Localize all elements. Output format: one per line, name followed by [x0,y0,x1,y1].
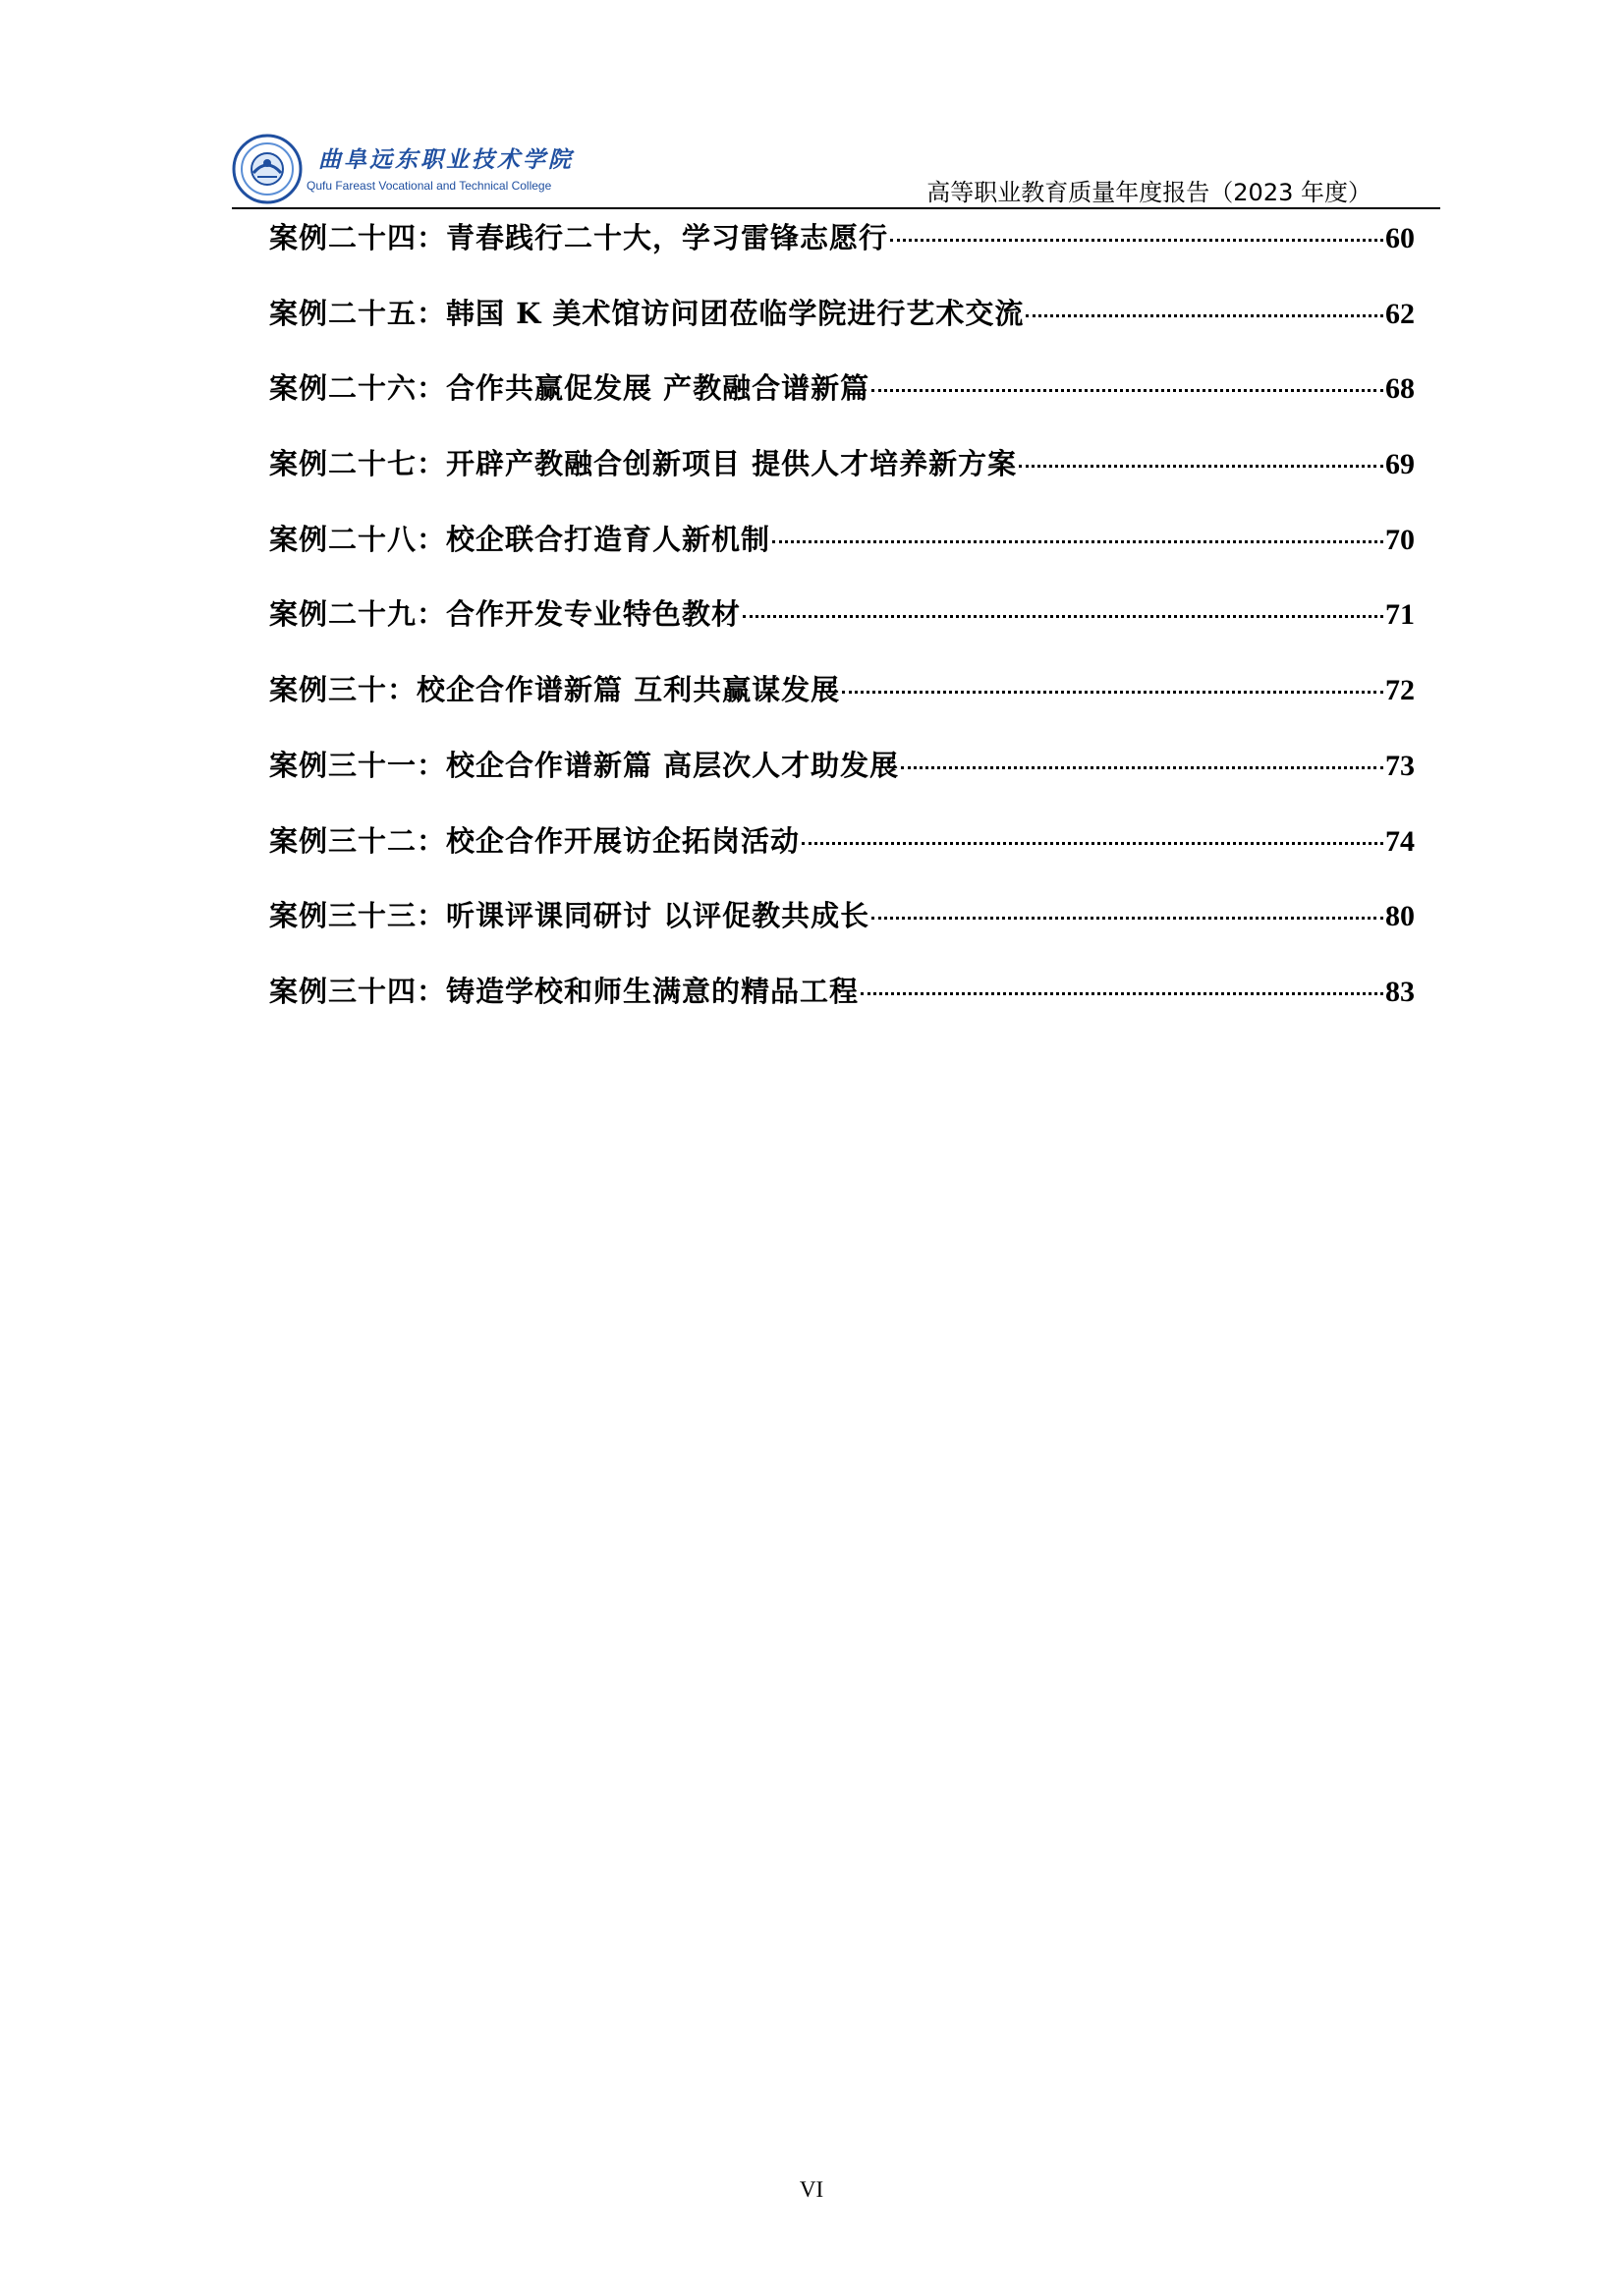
toc-dot-leader [871,389,1383,392]
toc-entry-title: 案例三十：校企合作谱新篇 互利共赢谋发展 [269,673,841,707]
header-divider [232,207,1440,209]
toc-dot-leader [901,766,1383,769]
toc-dot-leader [772,540,1383,543]
toc-entry[interactable] [269,436,1415,512]
toc-entry[interactable] [269,964,1415,1039]
toc-dot-leader [1026,314,1383,317]
toc-entry[interactable] [269,512,1415,588]
page-number: VI [799,2177,824,2202]
toc-entry-title: 案例二十八：校企联合打造育人新机制 [269,522,771,556]
toc-dot-leader [802,842,1383,845]
toc-dot-leader [861,992,1383,995]
toc-entry[interactable] [269,738,1415,813]
toc-entry[interactable] [269,888,1415,964]
toc-entry[interactable] [269,361,1415,436]
toc-entry-page: 71 [1385,598,1415,632]
toc-entry-page: 74 [1385,824,1415,858]
toc-entry-title: 案例二十七：开辟产教融合创新项目 提供人才培养新方案 [269,447,1018,481]
toc-entry-page: 80 [1385,900,1415,933]
toc-entry-title: 案例三十二：校企合作开展访企拓岗活动 [269,823,801,858]
toc-dot-leader [890,239,1383,242]
page-header [232,128,1440,208]
toc-entry-page: 62 [1385,297,1415,330]
toc-entry-title: 案例二十五：韩国 K 美术馆访问团莅临学院进行艺术交流 [269,296,1025,330]
toc-entry[interactable] [269,813,1415,889]
toc-entry-title: 案例三十三：听课评课同研讨 以评促教共成长 [269,899,870,933]
toc-entry-page: 83 [1385,975,1415,1008]
report-title: 高等职业教育质量年度报告（2023 年度） [926,179,1371,206]
toc-entry-page: 68 [1385,372,1415,406]
toc-entry-title: 案例三十一：校企合作谱新篇 高层次人才助发展 [269,748,900,782]
toc-entry[interactable] [269,587,1415,662]
toc-entry-page: 60 [1385,222,1415,254]
college-logo-icon [232,134,303,204]
toc-entry[interactable] [269,210,1415,286]
toc-entry-page: 72 [1385,674,1415,707]
toc-dot-leader [842,691,1383,694]
toc-dot-leader [1019,465,1383,468]
toc-entry-page: 70 [1385,523,1415,556]
toc-entry-page: 73 [1385,749,1415,782]
toc-dot-leader [871,917,1383,920]
school-name-cn: 曲阜远东职业技术学院 [318,146,574,173]
toc-dot-leader [743,615,1383,618]
toc-entry-title: 案例三十四：铸造学校和师生满意的精品工程 [269,974,860,1008]
toc-entry-title: 案例二十九：合作开发专业特色教材 [269,597,742,632]
toc-entry-title: 案例二十六：合作共赢促发展 产教融合谱新篇 [269,371,870,406]
table-of-contents [269,210,1415,1039]
toc-entry[interactable] [269,286,1415,362]
toc-entry-title: 案例二十四：青春践行二十大，学习雷锋志愿行 [269,221,889,254]
school-name-en: Qufu Fareast Vocational and Technical College [307,179,552,193]
toc-entry[interactable] [269,662,1415,738]
toc-entry-page: 69 [1385,448,1415,481]
